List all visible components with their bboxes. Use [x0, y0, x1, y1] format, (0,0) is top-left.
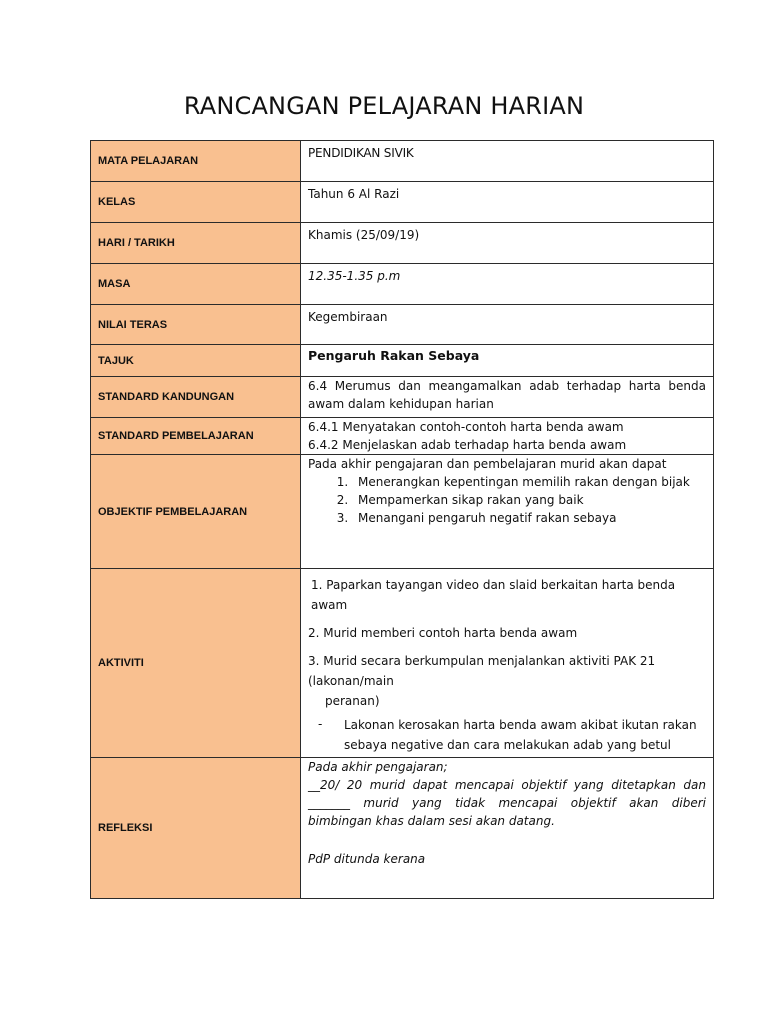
label-kelas: KELAS [91, 182, 301, 223]
value-mata-pelajaran: PENDIDIKAN SIVIK [301, 141, 714, 182]
aktiviti-sub-item-text: Lakonan kerosakan harta benda awam akibat ikutan rakan sebaya negative dan cara melakukan adab yang betul [344, 718, 697, 752]
row-masa [91, 264, 714, 305]
value-standard-pembelajaran [301, 418, 714, 455]
value-tajuk: Pengaruh Rakan Sebaya [301, 345, 714, 377]
refleksi-line: __20/ 20 murid dapat mencapai objektif yang ditetapkan dan _______ murid yang tidak mencapai objektif akan diberi bimbingan khas dalam sesi akan datang. [308, 778, 706, 828]
aktiviti-step: 3. Murid secara berkumpulan menjalankan aktiviti PAK 21 (lakonan/main [308, 654, 656, 688]
label-hari-tarikh: HARI / TARIKH [91, 223, 301, 264]
value-aktiviti [301, 569, 714, 758]
refleksi-line: Pada akhir pengajaran; [308, 760, 448, 774]
row-objektif [91, 455, 714, 569]
refleksi-line: PdP ditunda kerana [308, 852, 426, 866]
label-standard-kandungan: STANDARD KANDUNGAN [91, 377, 301, 418]
row-hari-tarikh [91, 223, 714, 264]
value-masa: 12.35-1.35 p.m [301, 264, 714, 305]
label-aktiviti: AKTIVITI [91, 569, 301, 758]
value-kelas: Tahun 6 Al Razi [301, 182, 714, 223]
aktiviti-step: 1. Paparkan tayangan video dan slaid berkaitan harta benda awam [311, 578, 676, 612]
label-nilai-teras: NILAI TERAS [91, 305, 301, 345]
label-tajuk: TAJUK [91, 345, 301, 377]
standard-pembelajaran-item: 6.4.2 Menjelaskan adab terhadap harta benda awam [308, 438, 627, 452]
value-objektif [301, 455, 714, 569]
aktiviti-step: 2. Murid memberi contoh harta benda awam [308, 626, 578, 640]
label-mata-pelajaran: MATA PELAJARAN [91, 141, 301, 182]
objektif-item: 2. Mempamerkan sikap rakan yang baik [352, 491, 706, 509]
aktiviti-sub-item [308, 715, 706, 755]
row-aktiviti [91, 569, 714, 758]
row-standard-kandungan [91, 377, 714, 418]
dash-bullet: - [318, 717, 323, 731]
objektif-list [308, 473, 706, 527]
value-nilai-teras: Kegembiraan [301, 305, 714, 345]
value-standard-kandungan: 6.4 Merumus dan meangamalkan adab terhadap harta benda awam dalam kehidupan harian [301, 377, 714, 418]
aktiviti-step-continuation: peranan) [325, 694, 380, 708]
row-kelas [91, 182, 714, 223]
label-standard-pembelajaran: STANDARD PEMBELAJARAN [91, 418, 301, 455]
standard-pembelajaran-item: 6.4.1 Menyatakan contoh-contoh harta benda awam [308, 420, 624, 434]
row-nilai-teras [91, 305, 714, 345]
row-mata-pelajaran [91, 141, 714, 182]
value-hari-tarikh: Khamis (25/09/19) [301, 223, 714, 264]
label-objektif: OBJEKTIF PEMBELAJARAN [91, 455, 301, 569]
lesson-plan-table [90, 140, 714, 899]
label-refleksi: REFLEKSI [91, 758, 301, 899]
row-refleksi [91, 758, 714, 899]
label-masa: MASA [91, 264, 301, 305]
objektif-item: 3. Menangani pengaruh negatif rakan sebaya [352, 509, 706, 527]
value-refleksi [301, 758, 714, 899]
page-title: RANCANGAN PELAJARAN HARIAN [183, 92, 585, 120]
objektif-intro: Pada akhir pengajaran dan pembelajaran murid akan dapat [308, 457, 667, 471]
objektif-item: 1. Menerangkan kepentingan memilih rakan dengan bijak [352, 473, 706, 491]
row-standard-pembelajaran [91, 418, 714, 455]
row-tajuk [91, 345, 714, 377]
